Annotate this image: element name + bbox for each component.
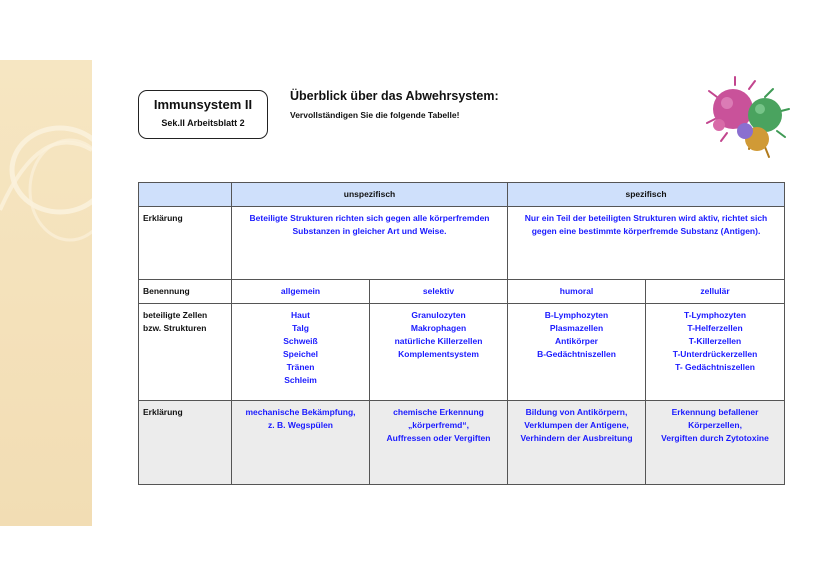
row-label-erklaerung-2: Erklärung [139,401,232,485]
list-item: Vergiften durch Zytotoxine [661,433,769,443]
table-row-erklaerung-2 [139,401,785,485]
worksheet-subtitle: Sek.II Arbeitsblatt 2 [161,118,245,128]
cell-allgemein-erklaerung [232,401,370,485]
list-item: B-Gedächtniszellen [537,349,616,359]
cell-selektiv-zellen [370,304,508,401]
row-label-zellen-line2: bzw. Strukturen [143,323,207,333]
list-item: Auffressen oder Vergiften [386,433,491,443]
list-item: T-Helferzellen [687,323,743,333]
list-item: Bildung von Antikörpern, [525,407,628,417]
list-item: chemische Erkennung [393,407,484,417]
list-item: Verklumpen der Antigene, [524,420,629,430]
cell-humoral-zellen [508,304,646,401]
list-item: Verhindern der Ausbreitung [520,433,633,443]
list-item: Haut [291,310,310,320]
list-item: B-Lymphozyten [544,310,609,320]
list-item: Erkennung befallener [671,407,759,417]
row-label-erklaerung: Erklärung [139,207,232,280]
header-unspezifisch: unspezifisch [232,183,508,207]
cell-unspezifisch-erklaerung: Beteiligte Strukturen richten sich gegen alle körperfremden Substanzen in gleicher Art und Weise. [232,207,508,280]
table-row-zellen [139,304,785,401]
row-label-zellen [139,304,232,401]
list-item: T- Gedächtniszellen [675,362,755,372]
list-item: Schweiß [283,336,318,346]
cell-allgemein-zellen [232,304,370,401]
list-item: Granulozyten [411,310,466,320]
cell-zellulaer-zellen [646,304,785,401]
list-item: Tränen [286,362,315,372]
cell-selektiv-benennung: selektiv [370,280,508,304]
virus-cluster-icon [705,75,790,160]
table-row-benennung [139,280,785,304]
instruction-text: Vervollständigen Sie die folgende Tabelle! [290,110,460,120]
cell-zellulaer-erklaerung [646,401,785,485]
list-item: T-Unterdrückerzellen [672,349,758,359]
decorative-side-strip [0,60,92,526]
cell-selektiv-erklaerung [370,401,508,485]
table-header-row [139,183,785,207]
table-row-erklaerung-1 [139,207,785,280]
worksheet-title: Immunsystem II [153,97,253,112]
list-item: T-Killerzellen [688,336,742,346]
list-item: Speichel [283,349,318,359]
list-item: Komplementsystem [398,349,479,359]
list-item: Plasmazellen [549,323,604,333]
list-item: Makrophagen [410,323,467,333]
cell-spezifisch-erklaerung: Nur ein Teil der beteiligten Strukturen wird aktiv, richtet sich gegen eine bestimmte körperfremde Substanz (Antigen). [508,207,785,280]
cell-allgemein-benennung: allgemein [232,280,370,304]
page-heading: Überblick über das Abwehrsystem: [290,89,499,103]
row-label-benennung: Benennung [139,280,232,304]
list-item: natürliche Killerzellen [394,336,483,346]
header-empty-cell [139,183,232,207]
list-item: T-Lymphozyten [684,310,747,320]
list-item: Talg [292,323,309,333]
cell-humoral-benennung: humoral [508,280,646,304]
list-item: Körperzellen, [688,420,742,430]
header-spezifisch: spezifisch [508,183,785,207]
immune-system-table [138,182,785,485]
list-item: Antikörper [555,336,598,346]
list-item: „körperfremd“, [408,420,469,430]
cell-zellulaer-benennung: zellulär [646,280,785,304]
list-item: z. B. Wegspülen [267,420,334,430]
list-item: Schleim [284,375,317,385]
worksheet-title-box [138,90,268,139]
list-item: mechanische Bekämpfung, [245,407,356,417]
cell-humoral-erklaerung [508,401,646,485]
swirl-decoration-icon [0,60,92,526]
row-label-zellen-line1: beteiligte Zellen [143,310,208,320]
